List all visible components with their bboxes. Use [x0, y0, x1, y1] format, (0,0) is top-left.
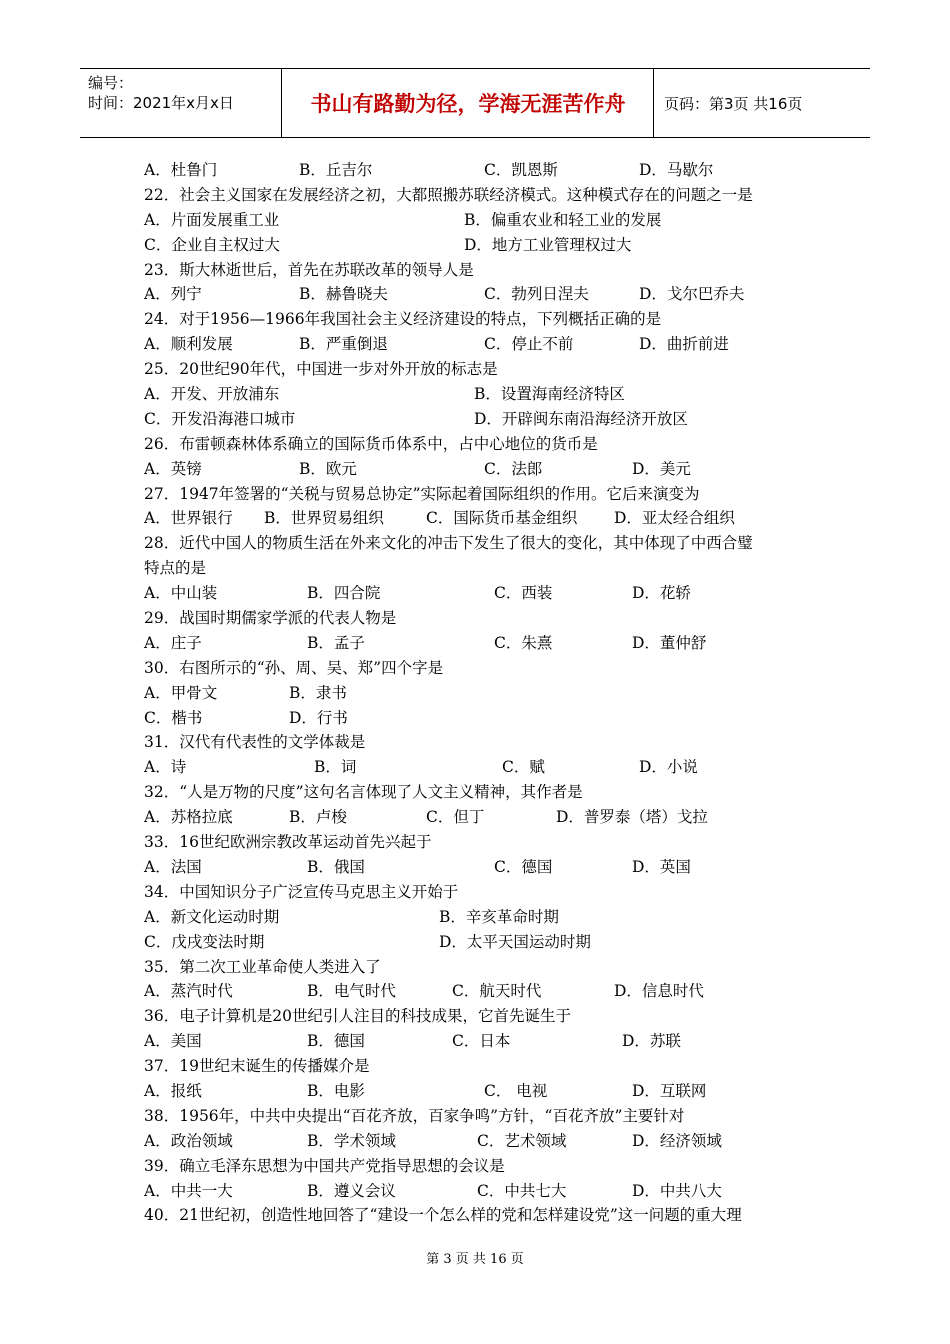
- options-line: [144, 681, 824, 706]
- answer-option: D．行书: [289, 708, 348, 727]
- options-line: [144, 631, 824, 656]
- answer-option: B．孟子: [307, 633, 365, 652]
- options-line: [144, 581, 824, 606]
- options-line: [144, 282, 824, 307]
- answer-option: B．欧元: [299, 459, 357, 478]
- date-label: 时间：2021年x月x日: [88, 94, 234, 112]
- question-line: 32．“人是万物的尺度”这句名言体现了人文主义精神，其作者是: [144, 783, 583, 802]
- answer-option: B．丘吉尔: [299, 161, 373, 179]
- page-header: [80, 68, 870, 138]
- answer-option: A．甲骨文: [144, 683, 218, 702]
- answer-option: B．隶书: [289, 683, 347, 702]
- answer-option: B．卢梭: [289, 808, 347, 827]
- answer-option: A．法国: [144, 857, 202, 876]
- answer-option: D．亚太经合组织: [614, 509, 735, 528]
- question-line: 24．对于1956—1966年我国社会主义经济建设的特点，下列概括正确的是: [144, 310, 662, 329]
- answer-option: B．严重倒退: [299, 335, 388, 354]
- answer-option: B．遵义会议: [307, 1181, 396, 1200]
- answer-option: C．楷书: [144, 708, 203, 727]
- answer-option: A．蒸汽时代: [144, 982, 233, 1001]
- answer-option: A．庄子: [144, 633, 202, 652]
- question-line: 39．确立毛泽东思想为中国共产党指导思想的会议是: [144, 1156, 505, 1175]
- answer-option: A．新文化运动时期: [144, 907, 280, 926]
- answer-option: B．俄国: [307, 857, 365, 876]
- question-line: 29．战国时期儒家学派的代表人物是: [144, 609, 397, 628]
- answer-option: C．法郎: [484, 459, 543, 478]
- question-line: 37．19世纪末诞生的传播媒介是: [144, 1057, 370, 1076]
- answer-option: A．中共一大: [144, 1181, 233, 1200]
- options-line: [144, 1079, 824, 1104]
- answer-option: C．开发沿海港口城市: [144, 409, 296, 428]
- options-line: [144, 1029, 824, 1054]
- answer-option: C．朱熹: [494, 633, 553, 652]
- question-line: 38．1956年，中共中央提出“百花齐放，百家争鸣”方针，“百花齐放”主要针对: [144, 1106, 685, 1125]
- question-line: 30．右图所示的“孙、周、吴、郑”四个字是: [144, 658, 444, 677]
- answer-option: B．词: [314, 758, 357, 777]
- answer-option: B．电影: [307, 1081, 365, 1100]
- answer-option: D．美元: [632, 459, 691, 478]
- question-line: 40．21世纪初，创造性地回答了“建设一个怎么样的党和怎样建设党”这一问题的重大理: [144, 1206, 742, 1225]
- answer-option: C．但丁: [426, 808, 485, 827]
- answer-option: A．开发、开放浦东: [144, 385, 280, 404]
- options-line: [144, 706, 824, 731]
- answer-option: D．董仲舒: [632, 633, 707, 652]
- answer-option: C．中共七大: [477, 1181, 567, 1200]
- options-line: [144, 407, 824, 432]
- answer-option: B．赫鲁晓夫: [299, 285, 388, 304]
- answer-option: A．中山装: [144, 584, 218, 603]
- answer-option: D．花轿: [632, 584, 691, 603]
- question-line: 27．1947年签署的“关税与贸易总协定”实际起着国际组织的作用。它后来演变为: [144, 484, 700, 503]
- answer-option: D．信息时代: [614, 982, 704, 1001]
- answer-option: D．曲折前进: [639, 335, 729, 354]
- question-line: 31．汉代有代表性的文学体裁是: [144, 733, 366, 752]
- answer-option: C．凯恩斯: [484, 161, 558, 179]
- options-line: [144, 506, 824, 531]
- answer-option: C．勃列日涅夫: [484, 285, 589, 304]
- answer-option: D．苏联: [622, 1032, 681, 1051]
- options-line: [144, 755, 824, 780]
- answer-option: D．英国: [632, 857, 691, 876]
- answer-option: C．航天时代: [452, 982, 542, 1001]
- question-line: 25．20世纪90年代，中国进一步对外开放的标志是: [144, 360, 498, 379]
- answer-option: A．世界银行: [144, 509, 233, 528]
- header-meta: [80, 69, 282, 137]
- answer-option: B．设置海南经济特区: [474, 385, 625, 404]
- answer-option: C．戊戌变法时期: [144, 932, 265, 951]
- options-line: [144, 930, 824, 955]
- answer-option: B．偏重农业和轻工业的发展: [464, 210, 662, 229]
- header-motto: 书山有路勤为径，学海无涯苦作舟: [283, 69, 654, 137]
- question-list: [144, 158, 824, 1228]
- question-line: 34．中国知识分子广泛宣传马克思主义开始于: [144, 882, 459, 901]
- question-line: 28．近代中国人的物质生活在外来文化的冲击下发生了很大的变化，其中体现了中西合璧: [144, 534, 753, 553]
- answer-option: B．辛亥革命时期: [439, 907, 559, 926]
- answer-option: C．德国: [494, 857, 553, 876]
- answer-option: C．日本: [452, 1032, 511, 1051]
- answer-option: C．赋: [502, 758, 545, 777]
- answer-option: A．列宁: [144, 285, 202, 304]
- answer-option: D．开辟闽东南沿海经济开放区: [474, 409, 688, 428]
- options-line: [144, 905, 824, 930]
- options-line: [144, 208, 824, 233]
- answer-option: D．中共八大: [632, 1181, 722, 1200]
- question-line: 33．16世纪欧洲宗教改革运动首先兴起于: [144, 833, 432, 852]
- answer-option: D．地方工业管理权过大: [464, 235, 632, 254]
- answer-option: D．互联网: [632, 1081, 707, 1100]
- options-line: [144, 979, 824, 1004]
- answer-option: B．德国: [307, 1032, 365, 1051]
- answer-option: A．美国: [144, 1032, 202, 1051]
- answer-option: A．苏格拉底: [144, 808, 233, 827]
- options-line: [144, 855, 824, 880]
- answer-option: A．政治领域: [144, 1131, 233, 1150]
- options-line: [144, 1129, 824, 1154]
- question-line: 26．布雷顿森林体系确立的国际货币体系中，占中心地位的货币是: [144, 434, 598, 453]
- question-line: 36．电子计算机是20世纪引人注目的科技成果，它首先诞生于: [144, 1007, 571, 1026]
- options-line: [144, 233, 824, 258]
- options-line: [144, 158, 824, 183]
- answer-option: C．国际货币基金组织: [426, 509, 578, 528]
- options-line: [144, 1179, 824, 1204]
- answer-option: B．四合院: [307, 584, 381, 603]
- header-page-label: 页码：第3页 共16页: [664, 94, 803, 113]
- answer-option: C． 电视: [484, 1081, 548, 1100]
- answer-option: C．企业自主权过大: [144, 235, 280, 254]
- answer-option: B．学术领域: [307, 1131, 396, 1150]
- answer-option: C．停止不前: [484, 335, 574, 354]
- answer-option: D．太平天国运动时期: [439, 932, 591, 951]
- answer-option: C．西装: [494, 584, 553, 603]
- answer-option: D．经济领域: [632, 1131, 722, 1150]
- question-line: 35．第二次工业革命使人类进入了: [144, 957, 381, 976]
- answer-option: B．电气时代: [307, 982, 396, 1001]
- options-line: [144, 457, 824, 482]
- answer-option: A．英镑: [144, 459, 202, 478]
- question-line: 22．社会主义国家在发展经济之初，大都照搬苏联经济模式。这种模式存在的问题之一是: [144, 185, 753, 204]
- answer-option: D．马歇尔: [639, 161, 714, 179]
- answer-option: A．杜鲁门: [144, 161, 218, 179]
- answer-option: A．顺利发展: [144, 335, 233, 354]
- answer-option: D．普罗泰（塔）戈拉: [556, 808, 708, 827]
- answer-option: A．诗: [144, 758, 187, 777]
- question-line: 特点的是: [144, 559, 207, 578]
- answer-option: B．世界贸易组织: [264, 509, 384, 528]
- answer-option: D．小说: [639, 758, 698, 777]
- answer-option: A．片面发展重工业: [144, 210, 280, 229]
- options-line: [144, 382, 824, 407]
- options-line: [144, 805, 824, 830]
- answer-option: C．艺术领域: [477, 1131, 567, 1150]
- options-line: [144, 332, 824, 357]
- answer-option: D．戈尔巴乔夫: [639, 285, 745, 304]
- question-line: 23．斯大林逝世后，首先在苏联改革的领导人是: [144, 260, 474, 279]
- code-label: 编号：: [88, 74, 134, 92]
- answer-option: A．报纸: [144, 1081, 202, 1100]
- page-footer: 第 3 页 共 16 页: [426, 1252, 524, 1267]
